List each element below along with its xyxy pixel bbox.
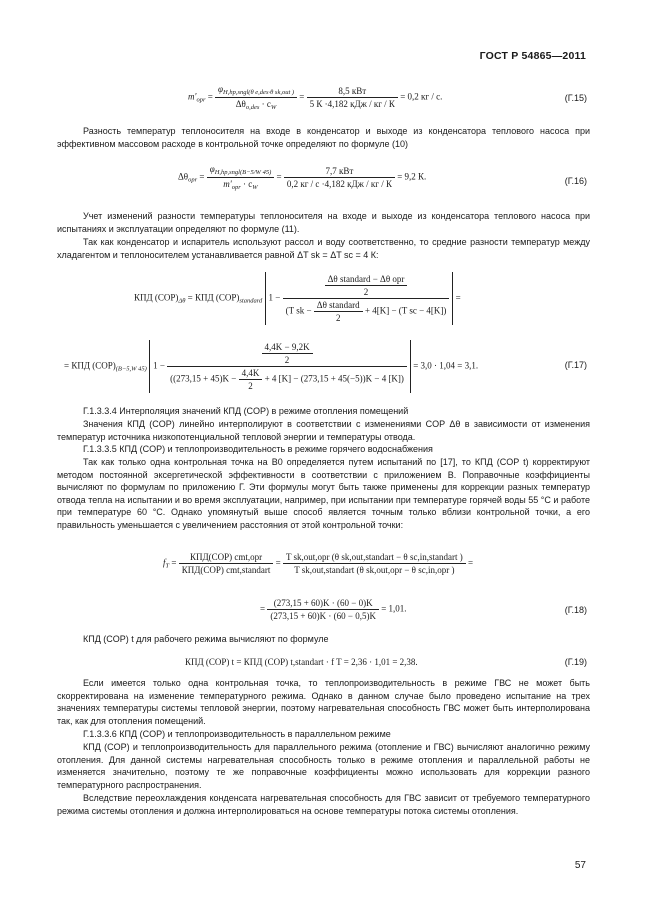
eq19-number: (Г.19) (564, 657, 587, 667)
eq18b-num: (273,15 + 60)K · (60 − 0)K (267, 598, 379, 610)
eq17b-result: = 3,0 · 1,04 = 3,1. (413, 360, 479, 371)
eq17b-den-b: + 4 [K] − (273,15 + 45(−5))K − 4 [K]) (264, 373, 404, 384)
eq17b-lhs: = КПД (COP) (64, 360, 116, 371)
eq16-lhs: Δθ (178, 171, 189, 182)
eq15-den-tail-sub: W (270, 104, 277, 111)
eq17a-inner-frac (325, 274, 408, 297)
eq18a-den: КПД(COP) cmt,standart (181, 565, 271, 575)
eq15-lhs: m' (188, 91, 197, 102)
eq16-num2: 7,7 кВт (284, 166, 395, 178)
eq15-result: = 0,2 кг / с. (400, 91, 443, 102)
eq18a-den2: T sk,out,standart (θ sk,out,opr − θ sc,in,opr ) (294, 565, 455, 575)
paragraph-11: КПД (COP) и теплопроизводительность для параллельного режима (отопление и ГВС) вычисляют аналогично режиму отопления. Для данной системы нагревательная способность только в режиме отопления и параллельной работы не изменяется значительно, поэтому те же поправочные коэффициенты можно использовать для коррекции разного температурного распространения. (57, 742, 590, 790)
eq16-lhs-sub: opr (188, 176, 198, 184)
eq17a-inner-num: Δθ standard − Δθ opr (325, 274, 408, 286)
eq15-den: Δθ (235, 99, 246, 109)
eq18b-frac (267, 598, 379, 621)
eq16-den2: 0,2 кг / с ·4,182 кДж / кг / К (286, 179, 392, 189)
eq17a-den-frac (314, 300, 363, 323)
equation-g17-line2 (64, 340, 478, 393)
paragraph-4: Г.1.3.3.4 Интерполяция значений КПД (COP) в режиме отопления помещений (83, 406, 409, 416)
eq17a-lhs-sub: Δθ (178, 297, 186, 305)
eq16-den-tail: · c (240, 179, 253, 189)
eq18a-num2: T sk,out,opr (θ sk,out,standart − θ sc,in,standart ) (283, 552, 466, 564)
eq17b-inner-frac (262, 342, 313, 365)
eq17b-den-frac (239, 368, 263, 391)
paragraph-5: Значения КПД (COP) линейно интерполируют в соответствии с изменениями COP Δθ в зависимости от изменения температур источника низкопотенциальной тепловой энергии и температуры отвода. (57, 419, 590, 442)
eq18a-lhs-sub: T (165, 562, 170, 570)
eq16-den: m' (223, 179, 232, 189)
eq18a-frac-1 (179, 552, 274, 575)
eq18a-tail: = (467, 557, 474, 568)
eq17a-den-a: (T sk − (285, 305, 314, 316)
standard-header: ГОСТ Р 54865—2011 (479, 50, 586, 62)
eq15-frac-numeric (307, 86, 398, 109)
equation-g19 (185, 657, 418, 667)
equation-g16: $\Delta\theta_{opr}$ = $\frac{\varphi_{H,hp,sngl(B-5/W 45)}}{m'_{opr} \cdot c_W}$ = $\frac{\text{7,7 кВт}}{\text{0,2 кг / с ·4,182 кДж / кг / К}}$ = 9,2 К. (178, 164, 427, 191)
eq16-den-sub: opr (231, 184, 241, 191)
eq18a-num: КПД(COP) cmt,opr (179, 552, 274, 564)
eq17a-den-num: Δθ standard (314, 300, 363, 312)
eq16-frac-numeric (284, 166, 395, 189)
paragraph-1: Разность температур теплоносителя на входе в конденсатор и выходе из конденсатора теплового насоса при эффективном массовом расходе в контрольной точке определяют по формуле (10) (57, 126, 590, 149)
eq16-num-sub: H,hp,sngl(B−5/W 45) (214, 169, 272, 176)
equation-g17-line1 (134, 272, 461, 325)
equation-g18-line2: = $\frac{(273,15 + 60)K \cdot (60 - 0)K}{(273,15 + 60)K \cdot (60 - 0,5)K}$ = 1,01. (260, 598, 407, 621)
equation-g15: $m'_{opr}$ = $\frac{\varphi_{H,hp,sngl(\theta e,des\cdot\theta sk,out )}}{\Delta\theta_{o,des} \cdot c_W}$ = $\frac{\text{8,5 кВт}}{\text{5 К ·4,182 кДж / кг / К}}$ = 0,2 кг / с. (188, 84, 443, 111)
eq17a-lhs: КПД (COP) (134, 292, 179, 303)
eq15-num2: 8,5 кВт (307, 86, 398, 98)
eq18a-frac-2 (283, 552, 466, 575)
eq15-frac-symbolic (215, 84, 297, 111)
eq17b-den-a: ((273,15 + 45)K − (170, 373, 239, 384)
eq15-den-tail: · c (259, 99, 271, 109)
paragraph-10: Г.1.3.3.6 КПД (COP) и теплопроизводительность в параллельном режиме (83, 729, 391, 739)
eq17a-bracket: 1 − $\frac{\text{Δθ standard − Δθ opr}}{2}$ (T sk − $\frac{\text{Δθ standard}}{2}$ + 4[K] − (T sc − 4[K]) (265, 272, 454, 325)
page-number: 57 (574, 860, 586, 871)
equation-g18-line1: $f_T$ = $\frac{\text{КПД(COP) cmt,opr}}{\text{КПД(COP) cmt,standart}}$ = $\frac{\text{T sk,out,opr (θ sk,out,standart − θ sc,in,standart )}}{\text{T sk,out,standart (θ sk,out,opr − θ sc,in,opr )}}$ = (163, 552, 474, 575)
eq17b-bracket: 1 − $\frac{4,4K - 9,2K}{2}$ ((273,15 + 45)K − $\frac{4,4K}{2}$ + 4 [K] − (273,15 + 45(−5))K − 4 [K]) (149, 340, 411, 393)
eq17a-den-b: + 4[K] − (T sc − 4[K]) (364, 305, 447, 316)
paragraph-6: Г.1.3.3.5 КПД (COP) и теплопроизводительность в режиме горячего водоснабжения (83, 444, 433, 454)
eq18b-result: = 1,01. (381, 603, 407, 614)
eq17a-tail: = (455, 292, 461, 303)
eq18-number: (Г.18) (564, 605, 587, 615)
eq17a-den-den: 2 (335, 313, 341, 323)
eq18a-lhs: f (163, 557, 166, 568)
paragraph-9: Если имеется только одна контрольная точка, то теплопроизводительность в режиме ГВС не может быть скорректирована на изменение температурного режима. Однако в данном случае было проведено испытание на трех значениях температуры системы тепловой энергии, поэтому нагревательная способность ГВС может быть интерполирована так, как для отопления помещений. (57, 678, 590, 726)
eq16-num: φ (209, 164, 215, 174)
eq15-den-sub: o,des (245, 104, 260, 111)
eq17b-den-den: 2 (248, 381, 253, 391)
eq15-num-sub: H,hp,sngl(θ e,des·θ sk,out ) (223, 89, 295, 96)
eq16-result: = 9,2 К. (397, 171, 427, 182)
eq15-lhs-sub: opr (196, 96, 206, 104)
eq15-num: φ (218, 84, 224, 94)
paragraph-7: Так как только одна контрольная точка на В0 определяется путем испытаний по [17], то КПД (COP t) корректируют методом постоянной эксергетической эффективности в соответствии с приложением В. Поправочные коэффициенты вычисляют по формулам по приложению Г. Эти формулы могут быть также применены для коррекции разных температур отвода тепла на испытании и во время эксплуатации, например, при испытании при температуре горячей воды 55 °С и работе при температуре 60 °С. Однако упомянутый выше способ является точным только вблизи контрольной точки, а его правильность уменьшается с увеличением расстояния от этой контрольной точки: (57, 457, 590, 530)
eq15-number: (Г.15) (564, 93, 587, 103)
eq17a-mid-sub: standard (239, 297, 263, 305)
eq16-frac-symbolic (207, 164, 275, 191)
eq17b-den-num: 4,4K (239, 368, 263, 380)
eq17a-inner-den: 2 (363, 287, 369, 297)
eq19-text: КПД (COP) t = КПД (COP) t,standart · f T = 2,36 · 1,01 = 2,38. (185, 657, 418, 667)
paragraph-12: Вследствие переохлаждения конденсата нагревательная способность для ГВС зависит от требуемого температурного режима системы отопления и должна интерполироваться на основе температуры потока системы отопления. (57, 793, 590, 816)
eq17a-outer-frac (283, 274, 450, 323)
eq16-number: (Г.16) (564, 176, 587, 186)
eq17b-outer-frac (167, 342, 407, 391)
eq18b-den: (273,15 + 60)K · (60 − 0,5)K (270, 611, 376, 621)
paragraph-2: Учет изменений разности температуры теплоносителя на входе и выходе из конденсатора теплового насоса при испытаниях и эксплуатации определяют по формуле (11). (57, 211, 590, 234)
eq17a-mid: = КПД (COP) (187, 292, 240, 303)
eq17-number: (Г.17) (564, 360, 587, 370)
eq15-den2: 5 К ·4,182 кДж / кг / К (309, 99, 395, 109)
paragraph-8: КПД (COP) t для рабочего режима вычисляют по формуле (83, 634, 329, 644)
paragraph-3: Так как конденсатор и испаритель используют рассол и воду соответственно, то средние разности температур между хладагентом и теплоносителем устанавливается равной ΔT sk = ΔT sc = 4 К: (57, 237, 590, 260)
eq17b-lhs-sub: (B−5,W 45) (115, 365, 147, 373)
eq17b-inner-den: 2 (284, 355, 290, 365)
eq17b-inner-num: 4,4K − 9,2K (262, 342, 313, 354)
eq16-den-tail-sub: W (252, 184, 258, 191)
